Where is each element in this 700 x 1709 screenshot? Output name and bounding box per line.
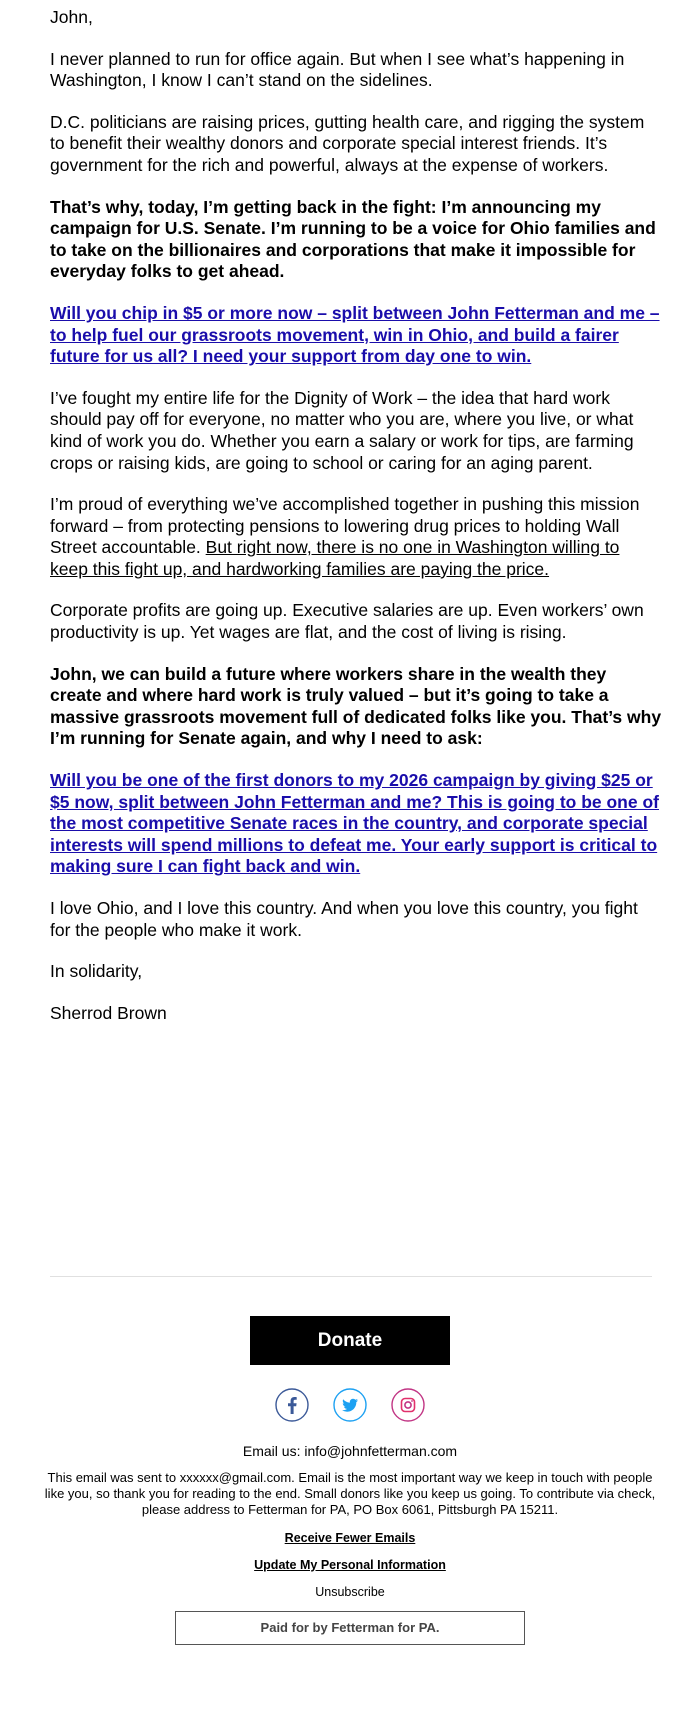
paragraph-accomplishments (50, 494, 662, 580)
paragraph-future-workers: John, we can build a future where workers share in the wealth they create and where hard work is truly valued – but it’s going to take a massive grassroots movement full of dedicated folks like you. That’s why I’m running for Senate again, and why I need to ask: (50, 663, 662, 749)
paid-for-disclaimer: Paid for by Fetterman for PA. (175, 1611, 525, 1645)
donate-button[interactable]: Donate (250, 1316, 450, 1365)
greeting: John, (50, 7, 93, 27)
legal-notice: This email was sent to xxxxxx@gmail.com. Email is the most important way we keep in touch with people like you, so thank you for reading to the end. Small donors like you keep us going. To contribute via check, please address to Fetterman for PA, PO Box 6061, Pittsburgh PA 15211. (44, 1470, 656, 1517)
email-footer (0, 1316, 700, 1645)
donate-link-chip-in[interactable]: Will you chip in $5 or more now – split between John Fetterman and me – to help fuel our grassroots movement, win in Ohio, and build a fairer future for us all? I need your support from day one to win. (50, 302, 660, 367)
paragraph-dc-politicians: D.C. politicians are raising prices, gutting health care, and rigging the system to benefit their wealthy donors and corporate special interest friends. It’s government for the rich and powerful, always at the expense of workers. (50, 111, 645, 175)
underlined-text: But right now, there is no one in Washington willing to keep this fight up, and hardworking families are paying the price. (50, 537, 620, 579)
paragraph-love-ohio: I love Ohio, and I love this country. And when you love this country, you fight for the people who make it work. (50, 898, 638, 940)
closing: In solidarity, (50, 961, 143, 982)
twitter-icon (333, 1388, 367, 1422)
paragraph-corporate-profits: Corporate profits are going up. Executive salaries are up. Even workers’ own productivity is up. Yet wages are flat, and the cost of living is rising. (50, 600, 644, 643)
receive-fewer-emails-link[interactable]: Receive Fewer Emails (284, 1531, 416, 1545)
twitter-link[interactable] (333, 1388, 367, 1422)
signature: Sherrod Brown (50, 1002, 167, 1023)
social-links (0, 1388, 700, 1426)
unsubscribe-link[interactable]: Unsubscribe (315, 1585, 385, 1599)
email-body (50, 7, 662, 1044)
instagram-icon (391, 1388, 425, 1422)
paragraph-dignity-of-work: I’ve fought my entire life for the Dignity of Work – the idea that hard work should pay off for everyone, no matter who you are, where you live, or what kind of work you do. Whether you earn a salary or work for tips, are farming crops or raising kids, are going to school or caring for an aging parent. (50, 387, 634, 473)
contact-email: Email us: info@johnfetterman.com (242, 1443, 458, 1459)
instagram-link[interactable] (391, 1388, 425, 1422)
donate-link-first-donors[interactable]: Will you be one of the first donors to my 2026 campaign by giving $25 or $5 now, split between John Fetterman and me? This is going to be one of the most competitive Senate races in the country, and corporate special interests will spend millions to defeat me. Your early support is critical to making sure I can fight back and win. (50, 770, 659, 877)
paragraph-intro: I never planned to run for office again. But when I see what’s happening in Washington, I know I can’t stand on the sidelines. (50, 48, 625, 91)
facebook-icon (275, 1388, 309, 1422)
paragraph-announcement: That’s why, today, I’m getting back in the fight: I’m announcing my campaign for U.S. Senate. I’m running to be a voice for Ohio families and to take on the billionaires and corporations that make it impossible for everyday folks to get ahead. (50, 196, 656, 282)
facebook-link[interactable] (275, 1388, 309, 1422)
accomplishments-text: I’m proud of everything we’ve accomplished together in pushing this mission forward – from protecting pensions to lowering drug prices to holding Wall Street accountable. (50, 494, 640, 558)
update-personal-info-link[interactable]: Update My Personal Information (254, 1558, 446, 1572)
footer-divider (50, 1276, 652, 1277)
